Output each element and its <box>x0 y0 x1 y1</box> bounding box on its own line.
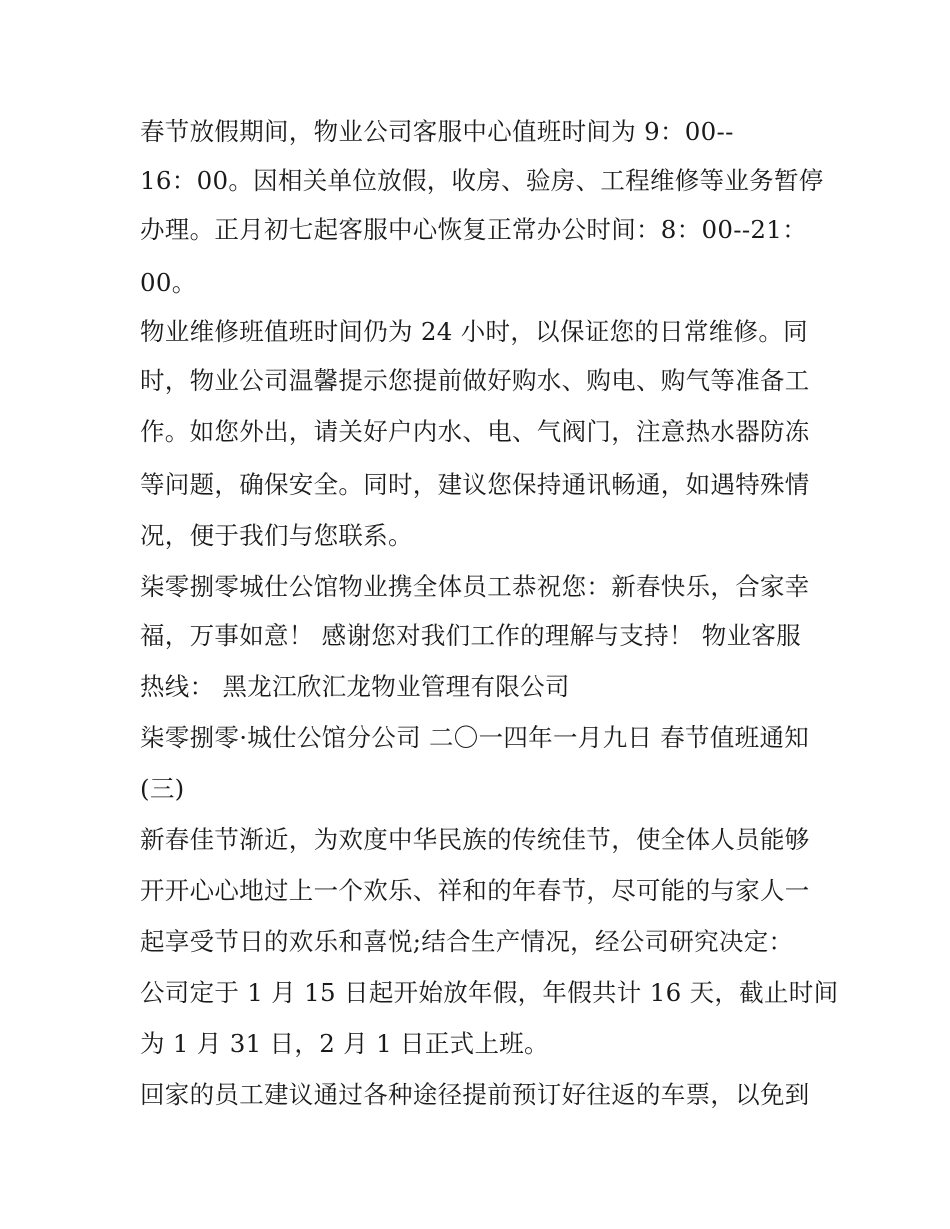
text-line: 柒零捌零·城仕公馆分公司 二〇一四年一月九日 春节值班通知 <box>140 723 810 752</box>
text-line: 为 1 月 31 日，2 月 1 日正式上班。 <box>140 1029 549 1058</box>
text-line: 作。如您外出，请关好户内水、电、气阀门，注意热水器防冻 <box>140 417 810 446</box>
text-line: 回家的员工建议通过各种途径提前预订好往返的车票，以免到 <box>140 1080 810 1109</box>
text-line: 热线： 黑龙江欣汇龙物业管理有限公司 <box>140 672 570 701</box>
text-line: 00。 <box>140 268 197 297</box>
text-line: 况，便于我们与您联系。 <box>140 521 413 550</box>
text-line: 福，万事如意！ 感谢您对我们工作的理解与支持！ 物业客服 <box>140 621 801 650</box>
text-line: 16：00。因相关单位放假，收房、验房、工程维修等业务暂停 <box>140 166 824 195</box>
text-line: 开开心心地过上一个欢乐、祥和的年春节，尽可能的与家人一 <box>140 876 810 905</box>
text-line: 起享受节日的欢乐和喜悦;结合生产情况，经公司研究决定： <box>140 927 794 956</box>
text-line: 春节放假期间，物业公司客服中心值班时间为 9：00-- <box>140 117 734 146</box>
text-line: 时，物业公司温馨提示您提前做好购水、购电、购气等准备工 <box>140 366 810 395</box>
text-line: 等问题，确保安全。同时，建议您保持通讯畅通，如遇特殊情 <box>140 470 810 499</box>
text-line: (三) <box>140 774 185 803</box>
text-line: 柒零捌零城仕公馆物业携全体员工恭祝您：新春快乐，合家幸 <box>140 572 810 601</box>
text-line: 公司定于 1 月 15 日起开始放年假，年假共计 16 天，截止时间 <box>140 978 839 1007</box>
text-line: 新春佳节渐近，为欢度中华民族的传统佳节，使全体人员能够 <box>140 825 810 854</box>
text-line: 物业维修班值班时间仍为 24 小时，以保证您的日常维修。同 <box>140 317 808 346</box>
text-line: 办理。正月初七起客服中心恢复正常办公时间：8：00--21： <box>140 215 807 244</box>
